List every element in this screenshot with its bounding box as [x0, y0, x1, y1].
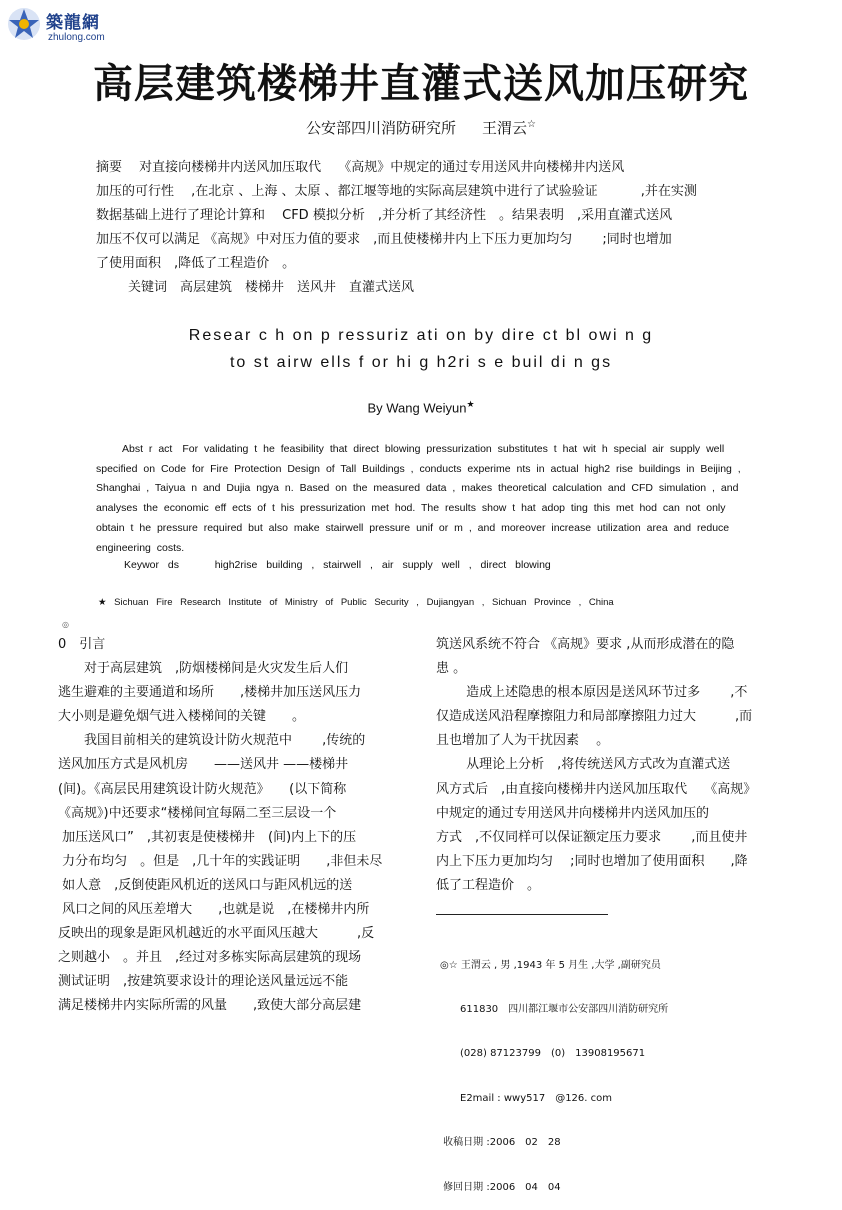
body-line: 力分布均匀 。但是 ,几十年的实践证明 ,非但未尽 [58, 853, 383, 869]
body-line: 对于高层建筑 ,防烟楼梯间是火灾发生后人们 [58, 661, 349, 677]
body-line: 风方式后 ,由直接向楼梯井内送风加压取代 《高规》 [436, 781, 757, 797]
body-line: 如人意 ,反倒使距风机近的送风口与距风机远的送 [58, 877, 353, 893]
body-line: 筑送风系统不符合 《高规》要求 ,从而形成潜在的隐 [436, 637, 735, 652]
body-line: 加压送风口” ,其初衷是使楼梯井 (间)内上下的压 [58, 829, 357, 845]
body-line: 方式 ,不仅同样可以保证额定压力要求 ,而且使井 [436, 829, 748, 845]
abstract-en-text: For validating t he feasibility that direct blowing pressurization substitutes t hat wit h special air supply well specified on Code for Fire Protection Design of Tall Buildings , conducts experime nts in actual high2 rise buildings in Beijing , Shanghai , Taiyua n and Dujia ngya n. Based on the measured data , makes theoretical calculation and CFD simulation , and analyses the economic eff ects of t his pressurization met hod. The results show t hat adop ting this met hod can not only obtain t he pressure required but also make stairwell pressure unif or m , and moreover increase utilization area and reduce engineering costs. [96, 443, 741, 554]
keywords-en-label: Keywor ds [124, 559, 180, 571]
keywords-cn-label: 关键词 [128, 280, 168, 295]
author-mark: ☆ [527, 119, 536, 130]
body-line: 中规定的通过专用送风井向楼梯井内送风加压的 [436, 805, 710, 821]
abstract-cn-line: 加压的可行性 ,在北京 、上海 、太原 、都江堰等地的实际高层建筑中进行了试验验证 ,并在实测 [96, 184, 697, 199]
zhulong-logo-icon [6, 6, 42, 42]
body-line: 大小则是避免烟气进入楼梯间的关键 。 [58, 709, 306, 725]
footnote-line: E2mail : wwy517 @126. com [440, 1092, 612, 1104]
english-author-mark: ★ [466, 399, 475, 409]
body-line: 测试证明 ,按建筑要求设计的理论送风量远远不能 [58, 974, 349, 990]
body-line: 之则越小 。并且 ,经过对多栋实际高层建筑的现场 [58, 950, 362, 966]
english-author [0, 399, 842, 415]
section-heading: 0 引言 [58, 637, 106, 652]
footnote-divider [436, 914, 608, 915]
affiliation: ★ Sichuan Fire Research Institute of Ministry of Public Security , Dujiangyan , Sichuan Province , China [98, 597, 614, 608]
footnote-marker: ◎ [62, 620, 69, 629]
body-line: 逃生避难的主要通道和场所 ,楼梯井加压送风压力 [58, 685, 362, 701]
keywords-en-terms: high2rise building , stairwell , air supply well , direct blowing [214, 559, 551, 571]
footnote-line: ◎☆ 王渭云 , 男 ,1943 年 5 月生 ,大学 ,副研究员 [440, 959, 661, 971]
author-line [0, 117, 842, 138]
body-line: 仅造成送风沿程摩擦阻力和局部摩擦阻力过大 ,而 [436, 709, 753, 725]
body-line: 造成上述隐患的根本原因是送风环节过多 ,不 [436, 685, 748, 701]
abstract-cn-line: 数据基础上进行了理论计算和 CFD 模拟分析 ,并分析了其经济性 。结果表明 ,采用直灌式送风 [96, 208, 673, 223]
body-line: 从理论上分析 ,将传统送风方式改为直灌式送 [436, 757, 731, 773]
footnote-line: 收稿日期 :2006 02 28 [440, 1137, 561, 1149]
author-name: 王渭云 [482, 119, 528, 137]
body-line: (间)。《高层民用建筑设计防火规范》 (以下简称 [58, 781, 347, 797]
abstract-en-label: Abst r act [122, 443, 173, 455]
right-column [436, 633, 782, 898]
english-title-line-1: Resear c h on p ressuriz ati on by dire ct bl owi n g [188, 327, 654, 344]
footnote-line: 修回日期 :2006 04 04 [440, 1181, 561, 1193]
body-line: 反映出的现象是距风机越近的水平面风压越大 ,反 [58, 926, 375, 942]
keywords-cn-terms: 高层建筑 楼梯井 送风井 直灌式送风 [180, 280, 415, 295]
keywords-en [124, 559, 551, 571]
abstract-en [96, 440, 744, 558]
paper-title: 高层建筑楼梯井直灌式送风加压研究 [93, 61, 749, 107]
body-line: 送风加压方式是风机房 ——送风井 ——楼梯井 [58, 757, 349, 773]
body-line: 风口之间的风压差增大 ,也就是说 ,在楼梯井内所 [58, 902, 370, 918]
abstract-cn-line: 了使用面积 ,降低了工程造价 。 [96, 256, 296, 271]
watermark-site: zhulong.com [48, 32, 105, 43]
body-line: 我国目前相关的建筑设计防火规范中 ,传统的 [58, 733, 366, 749]
abstract-cn-line: 加压不仅可以满足 《高规》中对压力值的要求 ,而且使楼梯井内上下压力更加均匀 ;同时也增加 [96, 232, 672, 247]
footnote-line: (028) 87123799 (0) 13908195671 [440, 1048, 646, 1060]
body-line: 且也增加了人为干扰因素 。 [436, 733, 610, 749]
abstract-cn [96, 156, 697, 276]
footnote [440, 929, 668, 1210]
body-line: 《高规》)中还要求“楼梯间宜每隔二至三层设一个 [58, 805, 337, 821]
abstract-cn-line: 摘要 对直接向楼梯井内送风加压取代 《高规》中规定的通过专用送风井向楼梯井内送风 [96, 160, 625, 175]
english-title-line-2: to st airw ells f or hi g h2ri s e buil di n gs [229, 354, 613, 371]
keywords-cn [128, 276, 414, 300]
author-organization: 公安部四川消防研究所 [306, 119, 457, 137]
watermark-name: 築龍網 [46, 13, 100, 33]
body-line: 内上下压力更加均匀 ;同时也增加了使用面积 ,降 [436, 853, 748, 869]
watermark [6, 4, 116, 50]
body-line: 低了工程造价 。 [436, 877, 541, 893]
footnote-line: 611830 四川都江堰市公安部四川消防研究所 [440, 1003, 669, 1015]
left-column [58, 633, 408, 1019]
body-line: 满足楼梯井内实际所需的风量 ,致使大部分高层建 [58, 998, 362, 1014]
body-line: 患 。 [436, 661, 467, 677]
english-author-name: By Wang Weiyun [367, 400, 467, 416]
